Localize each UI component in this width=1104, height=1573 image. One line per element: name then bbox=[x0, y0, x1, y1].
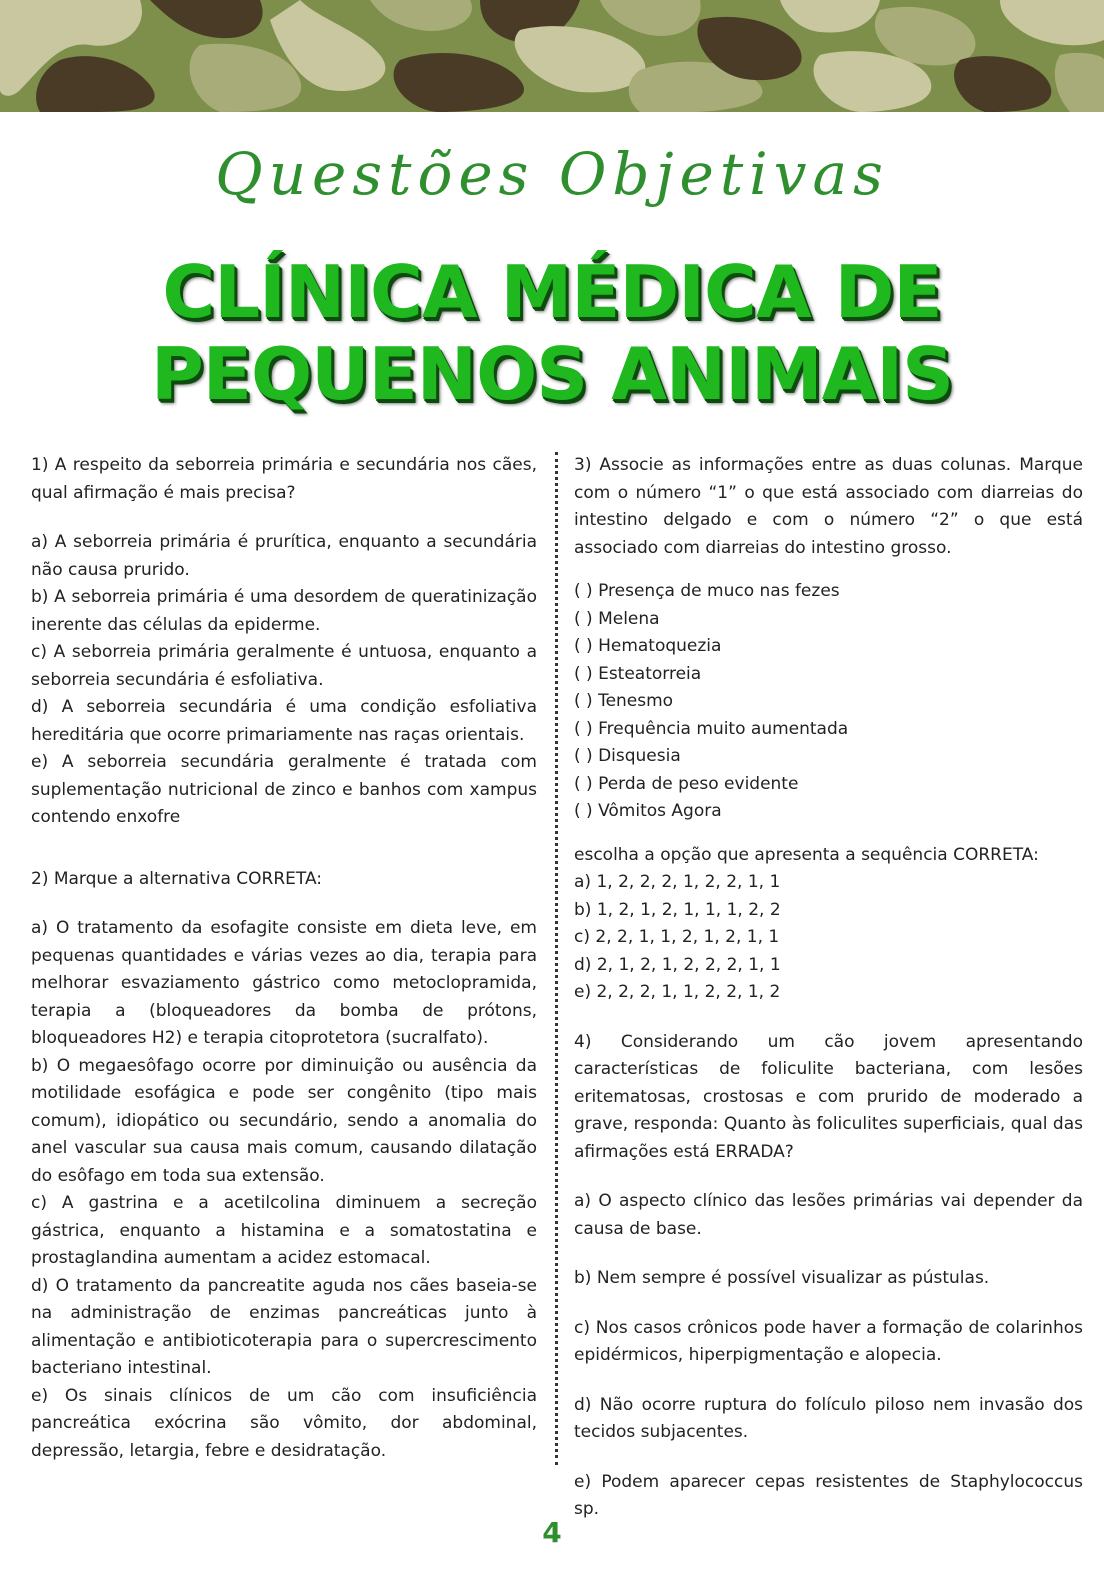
q4-option-c: c) Nos casos crônicos pode haver a formação de colarinhos epidérmicos, hiperpigmentação e alopecia. bbox=[574, 1317, 1083, 1365]
left-column bbox=[31, 452, 537, 1465]
q3-item: ( ) Esteatorreia bbox=[574, 663, 702, 684]
q4-option-e: e) Podem aparecer cepas resistentes de Staphylococcus sp. bbox=[574, 1471, 1083, 1519]
q2-question: 2) Marque a alternativa CORRETA: bbox=[31, 868, 323, 889]
right-column bbox=[574, 452, 1083, 1524]
q3-item: ( ) Tenesmo bbox=[574, 691, 674, 711]
q3-option-e: e) 2, 2, 2, 1, 1, 2, 2, 1, 2 bbox=[574, 982, 781, 1002]
q2-option-a: a) O tratamento da esofagite consiste em dieta leve, em pequenas quantidades e várias vezes ao dia, terapia para melhorar esvaziamento gástrico como metoclopramida, terapia a (bloqueadores da bomba de prótons, bloqueadores H2) e terapia citoprotetora (sucralfato). bbox=[31, 918, 537, 1048]
page-title-line-2: PEQUENOS ANIMAIS bbox=[151, 332, 953, 416]
q2-option-d: d) O tratamento da pancreatite aguda nos cães baseia-se na administração de enzimas pancreáticas junto à alimentação e antibioticoterapia para o supercrescimento bacteriano intestinal. bbox=[31, 1275, 537, 1378]
q3-item: ( ) Melena bbox=[574, 608, 660, 629]
q3-item: ( ) Perda de peso evidente bbox=[574, 773, 799, 794]
q3-item: ( ) Hematoquezia bbox=[574, 636, 722, 656]
q3-item: ( ) Frequência muito aumentada bbox=[574, 718, 849, 739]
q3-item: ( ) Presença de muco nas fezes bbox=[574, 581, 840, 601]
q1-option-d: d) A seborreia secundária é uma condição esfoliativa hereditária que ocorre primariamente nas raças orientais. bbox=[31, 697, 537, 745]
q2-option-c: c) A gastrina e a acetilcolina diminuem a secreção gástrica, enquanto a histamina e a somatostatina e prostaglandina aumentam a acidez estomacal. bbox=[31, 1193, 537, 1268]
q3-question: 3) Associe as informações entre as duas colunas. Marque com o número “1” o que está associado com diarreias do intestino delgado e com o número “2” o que está associado com diarreias do intestino grosso. bbox=[574, 455, 1083, 558]
page-title-line-1: CLÍNICA MÉDICA DE bbox=[162, 250, 942, 334]
q3-item: ( ) Vômitos Agora bbox=[574, 801, 722, 821]
q2-option-b: b) O megaesôfago ocorre por diminuição ou ausência da motilidade esofágica e pode ser congênito (tipo mais comum), idiopático ou secundário, sendo a anomalia do anel vascular sua causa mais comum, causando dilatação do esôfago em toda sua extensão. bbox=[31, 1055, 537, 1186]
camouflage-banner bbox=[0, 0, 1104, 112]
q4-question: 4) Considerando um cão jovem apresentando características de foliculite bacteriana, com lesões eritematosas, crostosas e com prurido de moderado a grave, responda: Quanto às foliculites superficiais, qual das afirmações está ERRADA? bbox=[574, 1031, 1083, 1162]
q4-option-b: b) Nem sempre é possível visualizar as pústulas. bbox=[574, 1268, 990, 1288]
script-subtitle: Questões Objetivas bbox=[215, 140, 889, 208]
q3-prompt: escolha a opção que apresenta a sequência CORRETA: bbox=[574, 844, 1039, 865]
q3-item: ( ) Disquesia bbox=[574, 746, 681, 766]
q3-option-d: d) 2, 1, 2, 1, 2, 2, 2, 1, 1 bbox=[574, 954, 781, 975]
q3-option-b: b) 1, 2, 1, 2, 1, 1, 1, 2, 2 bbox=[574, 899, 781, 920]
camouflage-pattern bbox=[0, 0, 1104, 112]
q3-option-a: a) 1, 2, 2, 2, 1, 2, 2, 1, 1 bbox=[574, 872, 781, 892]
q1-option-c: c) A seborreia primária geralmente é untuosa, enquanto a seborreia secundária é esfoliativa. bbox=[31, 642, 537, 690]
q1-question: 1) A respeito da seborreia primária e secundária nos cães, qual afirmação é mais precisa? bbox=[31, 455, 537, 503]
page-number: 4 bbox=[542, 1516, 562, 1549]
q2-option-e: e) Os sinais clínicos de um cão com insuficiência pancreática exócrina são vômito, dor abdominal, depressão, letargia, febre e desidratação. bbox=[31, 1385, 537, 1461]
q4-option-d: d) Não ocorre ruptura do folículo piloso nem invasão dos tecidos subjacentes. bbox=[574, 1394, 1083, 1442]
q1-option-e: e) A seborreia secundária geralmente é tratada com suplementação nutricional de zinco e banhos com xampus contendo enxofre bbox=[31, 752, 537, 827]
q4-option-a: a) O aspecto clínico das lesões primárias vai depender da causa de base. bbox=[574, 1191, 1083, 1239]
q3-option-c: c) 2, 2, 1, 1, 2, 1, 2, 1, 1 bbox=[574, 927, 780, 947]
q1-option-a: a) A seborreia primária é prurítica, enquanto a secundária não causa prurido. bbox=[31, 532, 537, 580]
column-divider bbox=[555, 452, 558, 1465]
q1-option-b: b) A seborreia primária é uma desordem de queratinização inerente das células da epiderme. bbox=[31, 587, 537, 635]
